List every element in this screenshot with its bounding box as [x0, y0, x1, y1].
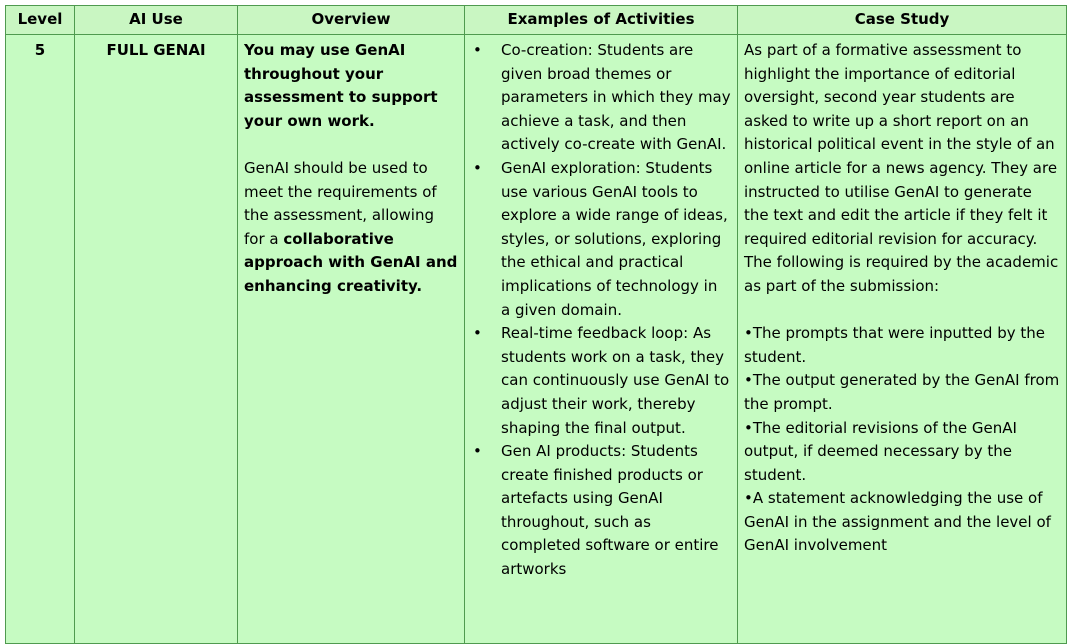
case-study-requirement: •The prompts that were inputted by the student. — [744, 324, 1045, 366]
header-overview: Overview — [238, 6, 465, 35]
list-item — [471, 440, 731, 582]
list-item — [471, 157, 731, 322]
case-study-requirement: •A statement acknowledging the use of GenAI in the assignment and the level of GenAI involvement — [744, 489, 1051, 555]
case-study-spacer — [744, 299, 1060, 323]
activity-text: GenAI exploration: Students use various GenAI tools to explore a wide range of ideas, styles, or solutions, exploring the ethical and practical implications of technology in a given domain. — [501, 158, 728, 319]
genai-framework-table — [5, 5, 1067, 644]
header-case-study: Case Study — [738, 6, 1067, 35]
list-item — [471, 322, 731, 440]
case-study-requirement: •The editorial revisions of the GenAI output, if deemed necessary by the student. — [744, 418, 1017, 484]
case-study-cell — [738, 35, 1067, 644]
header-ai-use: AI Use — [75, 6, 238, 35]
overview-paragraph — [244, 157, 458, 299]
bullet-icon: • — [473, 324, 482, 343]
case-study-requirement: •The output generated by the GenAI from the prompt. — [744, 371, 1060, 413]
examples-cell — [465, 35, 738, 644]
activity-text: Real-time feedback loop: As students work on a task, they can continuously use GenAI to adjust their work, thereby shaping the final output. — [501, 324, 730, 437]
activities-list — [471, 39, 731, 582]
ai-use-cell: FULL GENAI — [75, 35, 238, 644]
level-cell: 5 — [6, 35, 75, 644]
table-row — [6, 35, 1067, 644]
overview-intro: You may use GenAI throughout your assessment to support your own work. — [244, 41, 438, 130]
header-examples: Examples of Activities — [465, 6, 738, 35]
overview-paragraph-text: GenAI should be used to meet the requirements of the assessment, allowing for a — [244, 158, 437, 248]
overview-paragraph-emphasis: collaborative approach with GenAI and enhancing creativity. — [244, 229, 458, 295]
header-level: Level — [6, 6, 75, 35]
activity-text: Co-creation: Students are given broad themes or parameters in which they may achieve a task, and then actively co-create with GenAI. — [501, 41, 731, 154]
header-row — [6, 6, 1067, 35]
activity-text: Gen AI products: Students create finished products or artefacts using GenAI throughout, such as completed software or entire artworks — [501, 442, 719, 579]
case-study-intro: As part of a formative assessment to highlight the importance of editorial oversight, second year students are asked to write up a short report on an historical political event in the style of an online article for a news agency. They are instructed to utilise GenAI to generate the text and edit the article if they felt it required editorial revision for accuracy. The following is required by the academic as part of the submission: — [744, 41, 1059, 295]
list-item — [471, 39, 731, 157]
overview-spacer — [244, 133, 458, 157]
bullet-icon: • — [473, 442, 482, 461]
bullet-icon: • — [473, 158, 482, 177]
overview-cell — [238, 35, 465, 644]
bullet-icon: • — [473, 41, 482, 59]
